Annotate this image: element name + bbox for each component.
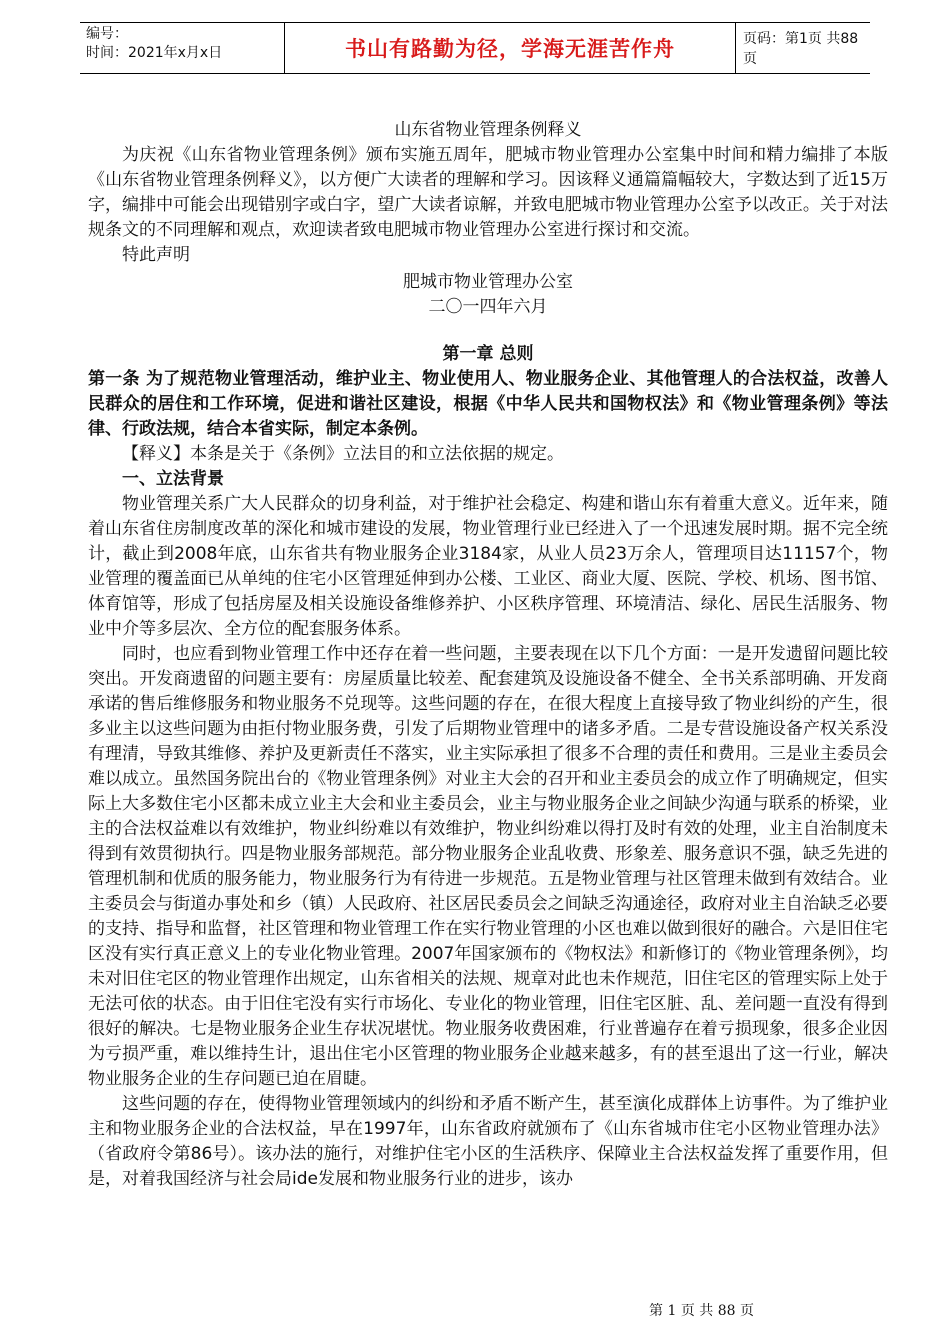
statement: 特此声明 <box>122 245 190 265</box>
section-heading: 一、立法背景 <box>122 469 224 489</box>
page-footer: 第 1 页 共 88 页 <box>649 1303 754 1319</box>
intro-paragraph: 为庆祝《山东省物业管理条例》颁布实施五周年，肥城市物业管理办公室集中时间和精力编排了本版《山东省物业管理条例释义》，以方便广大读者的理解和学习。因该释义通篇篇幅较大，字数达到了近15万字，编排中可能会出现错别字或白字，望广大读者谅解，并致电肥城市物业管理办公室予以改正。关于对法规条文的不同理解和观点，欢迎读者致电肥城市物业管理办公室进行探讨和交流。 <box>88 145 888 240</box>
chapter-heading: 第一章 总则 <box>442 344 534 364</box>
document-body <box>88 118 888 1192</box>
article-1: 第一条 为了规范物业管理活动，维护业主、物业使用人、物业服务企业、其他管理人的合法权益，改善人民群众的居住和工作环境，促进和谐社区建设，根据《中华人民共和国物权法》和《物业管理条例》等法律、行政法规，结合本省实际，制定本条例。 <box>88 369 888 439</box>
header-page-info: 页码：第1页 共88页 <box>743 31 859 67</box>
document-title: 山东省物业管理条例释义 <box>394 120 582 140</box>
paragraph-3: 这些问题的存在，使得物业管理领域内的纠纷和矛盾不断产生，甚至演化成群体上访事件。为了维护业主和物业服务企业的合法权益，早在1997年，山东省政府就颁布了《山东省城市住宅小区物业管理办法》（省政府令第86号）。该办法的施行，对维护住宅小区的生活秩序、保障业主合法权益发挥了重要作用，但是，对着我国经济与社会局ide发展和物业服务行业的进步，该办 <box>88 1094 888 1189</box>
signature-date: 二〇一四年六月 <box>428 297 548 317</box>
signature-org: 肥城市物业管理办公室 <box>403 272 573 292</box>
explanation: 【释义】本条是关于《条例》立法目的和立法依据的规定。 <box>122 444 564 464</box>
paragraph-2: 同时，也应看到物业管理工作中还存在着一些问题，主要表现在以下几个方面：一是开发遗留问题比较突出。开发商遗留的问题主要有：房屋质量比较差、配套建筑及设施设备不健全、全书关系部明确、开发商承诺的售后维修服务和物业服务不兑现等。这些问题的存在，在很大程度上直接导致了物业纠纷的产生，很多业主以这些问题为由拒付物业服务费，引发了后期物业管理中的诸多矛盾。二是专营设施设备产权关系没有理清，导致其维修、养护及更新责任不落实，业主实际承担了很多不合理的责任和费用。三是业主委员会难以成立。虽然国务院出台的《物业管理条例》对业主大会的召开和业主委员会的成立作了明确规定，但实际上大多数住宅小区都未成立业主大会和业主委员会，业主与物业服务企业之间缺少沟通与联系的桥梁，业主的合法权益难以有效维护，物业纠纷难以有效维护，物业纠纷难以得打及时有效的处理，业主自治制度未得到有效贯彻执行。四是物业服务部规范。部分物业服务企业乱收费、形象差、服务意识不强，缺乏先进的管理机制和优质的服务能力，物业服务行为有待进一步规范。五是物业管理与社区管理未做到有效结合。业主委员会与街道办事处和乡（镇）人民政府、社区居民委员会之间缺乏沟通途径，政府对业主自治缺乏必要的支持、指导和监督，社区管理和物业管理工作在实行物业管理的小区也难以做到很好的融合。六是旧住宅区没有实行真正意义上的专业化物业管理。2007年国家颁布的《物权法》和新修订的《物业管理条例》，均未对旧住宅区的物业管理作出规定，山东省相关的法规、规章对此也未作规范，旧住宅区的管理实际上处于无法可依的状态。由于旧住宅没有实行市场化、专业化的物业管理，旧住宅区脏、乱、差问题一直没有得到很好的解决。七是物业服务企业生存状况堪忧。物业服务收费困难，行业普遍存在着亏损现象，很多企业因为亏损严重，难以维持生计，退出住宅小区管理的物业服务企业越来越多，有的甚至退出了这一行业，解决物业服务企业的生存问题已迫在眉睫。 <box>88 644 888 1089</box>
time-label: 时间：2021年x月x日 <box>86 45 223 61</box>
page-header <box>80 22 870 74</box>
number-label: 编号： <box>86 26 128 42</box>
header-motto: 书山有路勤为径，学海无涯苦作舟 <box>285 23 736 73</box>
header-left <box>80 23 285 73</box>
paragraph-1: 物业管理关系广大人民群众的切身利益，对于维护社会稳定、构建和谐山东有着重大意义。近年来，随着山东省住房制度改革的深化和城市建设的发展，物业管理行业已经进入了一个迅速发展时期。据不完全统计，截止到2008年底，山东省共有物业服务企业3184家，从业人员23万余人，管理项目达11157个，物业管理的覆盖面已从单纯的住宅小区管理延伸到办公楼、工业区、商业大厦、医院、学校、机场、图书馆、体育馆等，形成了包括房屋及相关设施设备维修养护、小区秩序管理、环境清洁、绿化、居民生活服务、物业中介等多层次、全方位的配套服务体系。 <box>88 494 888 639</box>
